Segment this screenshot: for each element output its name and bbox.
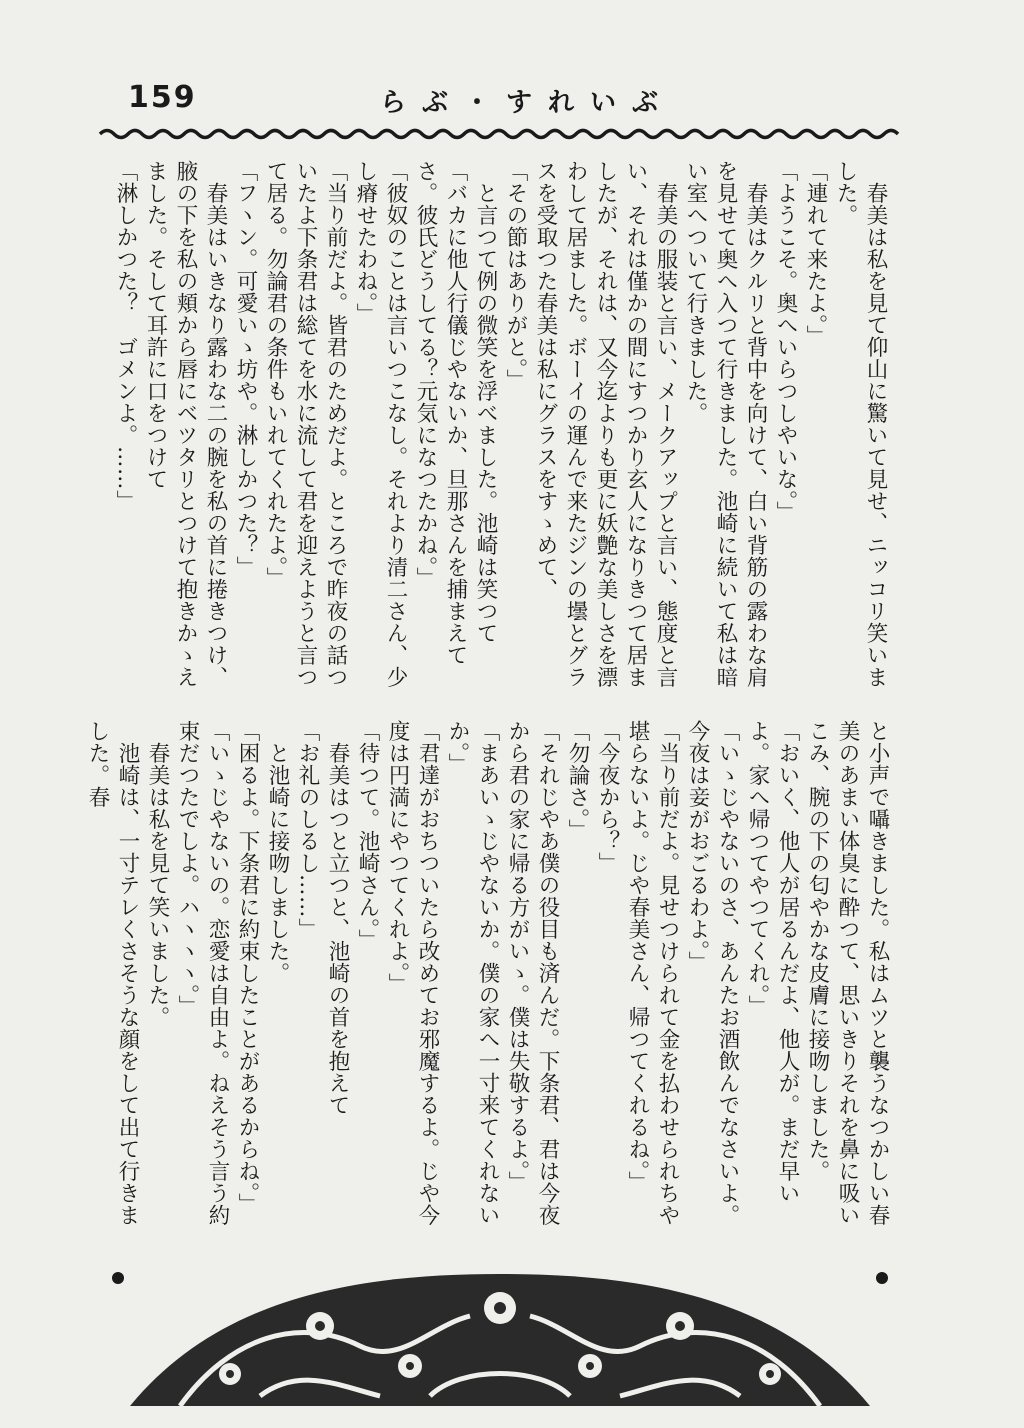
text-column-top: 春美は私を見て仰山に驚いて見せ、ニッコリ笑いました。 「連れて来たよ。」 「ようこそ。奥へいらつしやいな。」 春美はクルリと背中を向けて、白い背筋の露わな肩を見せて奥へ入つて行きました。池崎に続いて私は暗い室へついて行きました。 春美の服装と言い、メークアップと言い、態度と言い、それは僅かの間にすつかり玄人になりきつて居ましたが、それは、又今迄よりも更に妖艶な美しさを漂わして居ました。ボーイの運んで来たジンの壜とグラスを受取つた春美は私にグラスをすゝめて、 「その節はありがと。」 と言つて例の微笑を浮べました。池崎は笑つて 「バカに他人行儀じやないか、旦那さんを捕まえてさ。彼氏どうしてる？元気になつたかね。」 「彼奴のことは言いつこなし。それより清二さん、少し瘠せたわね。」 「当り前だよ。皆君のためだよ。ところで昨夜の話ついたよ下条君は総てを水に流して君を迎えようと言つて居る。勿論君の条件もいれてくれたよ。」 「フヽン。可愛いゝ坊や。淋しかつた？」 春美はいきなり露わな二の腕を私の首に捲きつけ、腋の下を私の頬から唇にベツタリとつけて抱きかゝえました。そして耳許に口をつけて 「淋しかつた？ ゴメンよ。……」 <box>113 160 888 688</box>
floral-ornament <box>100 1256 900 1406</box>
page-number: 159 <box>128 80 197 115</box>
text-column-bottom: と小声で囁きました。私はムツと襲うなつかしい春美のあまい体臭に酔つて、思いきりそれを鼻に吸いこみ、腕の下の匂やかな皮膚に接吻しました。 「おいく、他人が居るんだよ、他人が。まだ早いよ。家へ帰つてやつてくれ。」 「いゝじやないのさ、あんたお酒飲んでなさいよ。今夜は妾がおごるわよ。」 「当り前だよ。見せつけられて金を払わせられちや堪らないよ。じや春美さん、帰つてくれるね。」 「今夜から？」 「勿論さ。」 「それじやあ僕の役目も済んだ。下条君、君は今夜から君の家に帰る方がいゝ。僕は失敬するよ。」 「まあいゝじやないか。僕の家へ一寸来てくれないか。」 「君達がおちついたら改めてお邪魔するよ。じや今度は円満にやつてくれよ。」 「待つて。池崎さん。」 春美はつと立つと、池崎の首を抱えて 「お礼のしるし……」 と池崎に接吻しました。 「困るよ。下条君に約束したことがあるからね。」 「いゝじやないの。恋愛は自由よ。ねえそう言う約束だつたでしよ。ハヽヽヽ。」 春美は私を見て笑いました。 池崎は、一寸テレくさそうな顔をして出て行きました。春 <box>85 720 890 1226</box>
wavy-rule <box>100 124 890 144</box>
running-title: らぶ・すれいぶ <box>380 88 675 118</box>
